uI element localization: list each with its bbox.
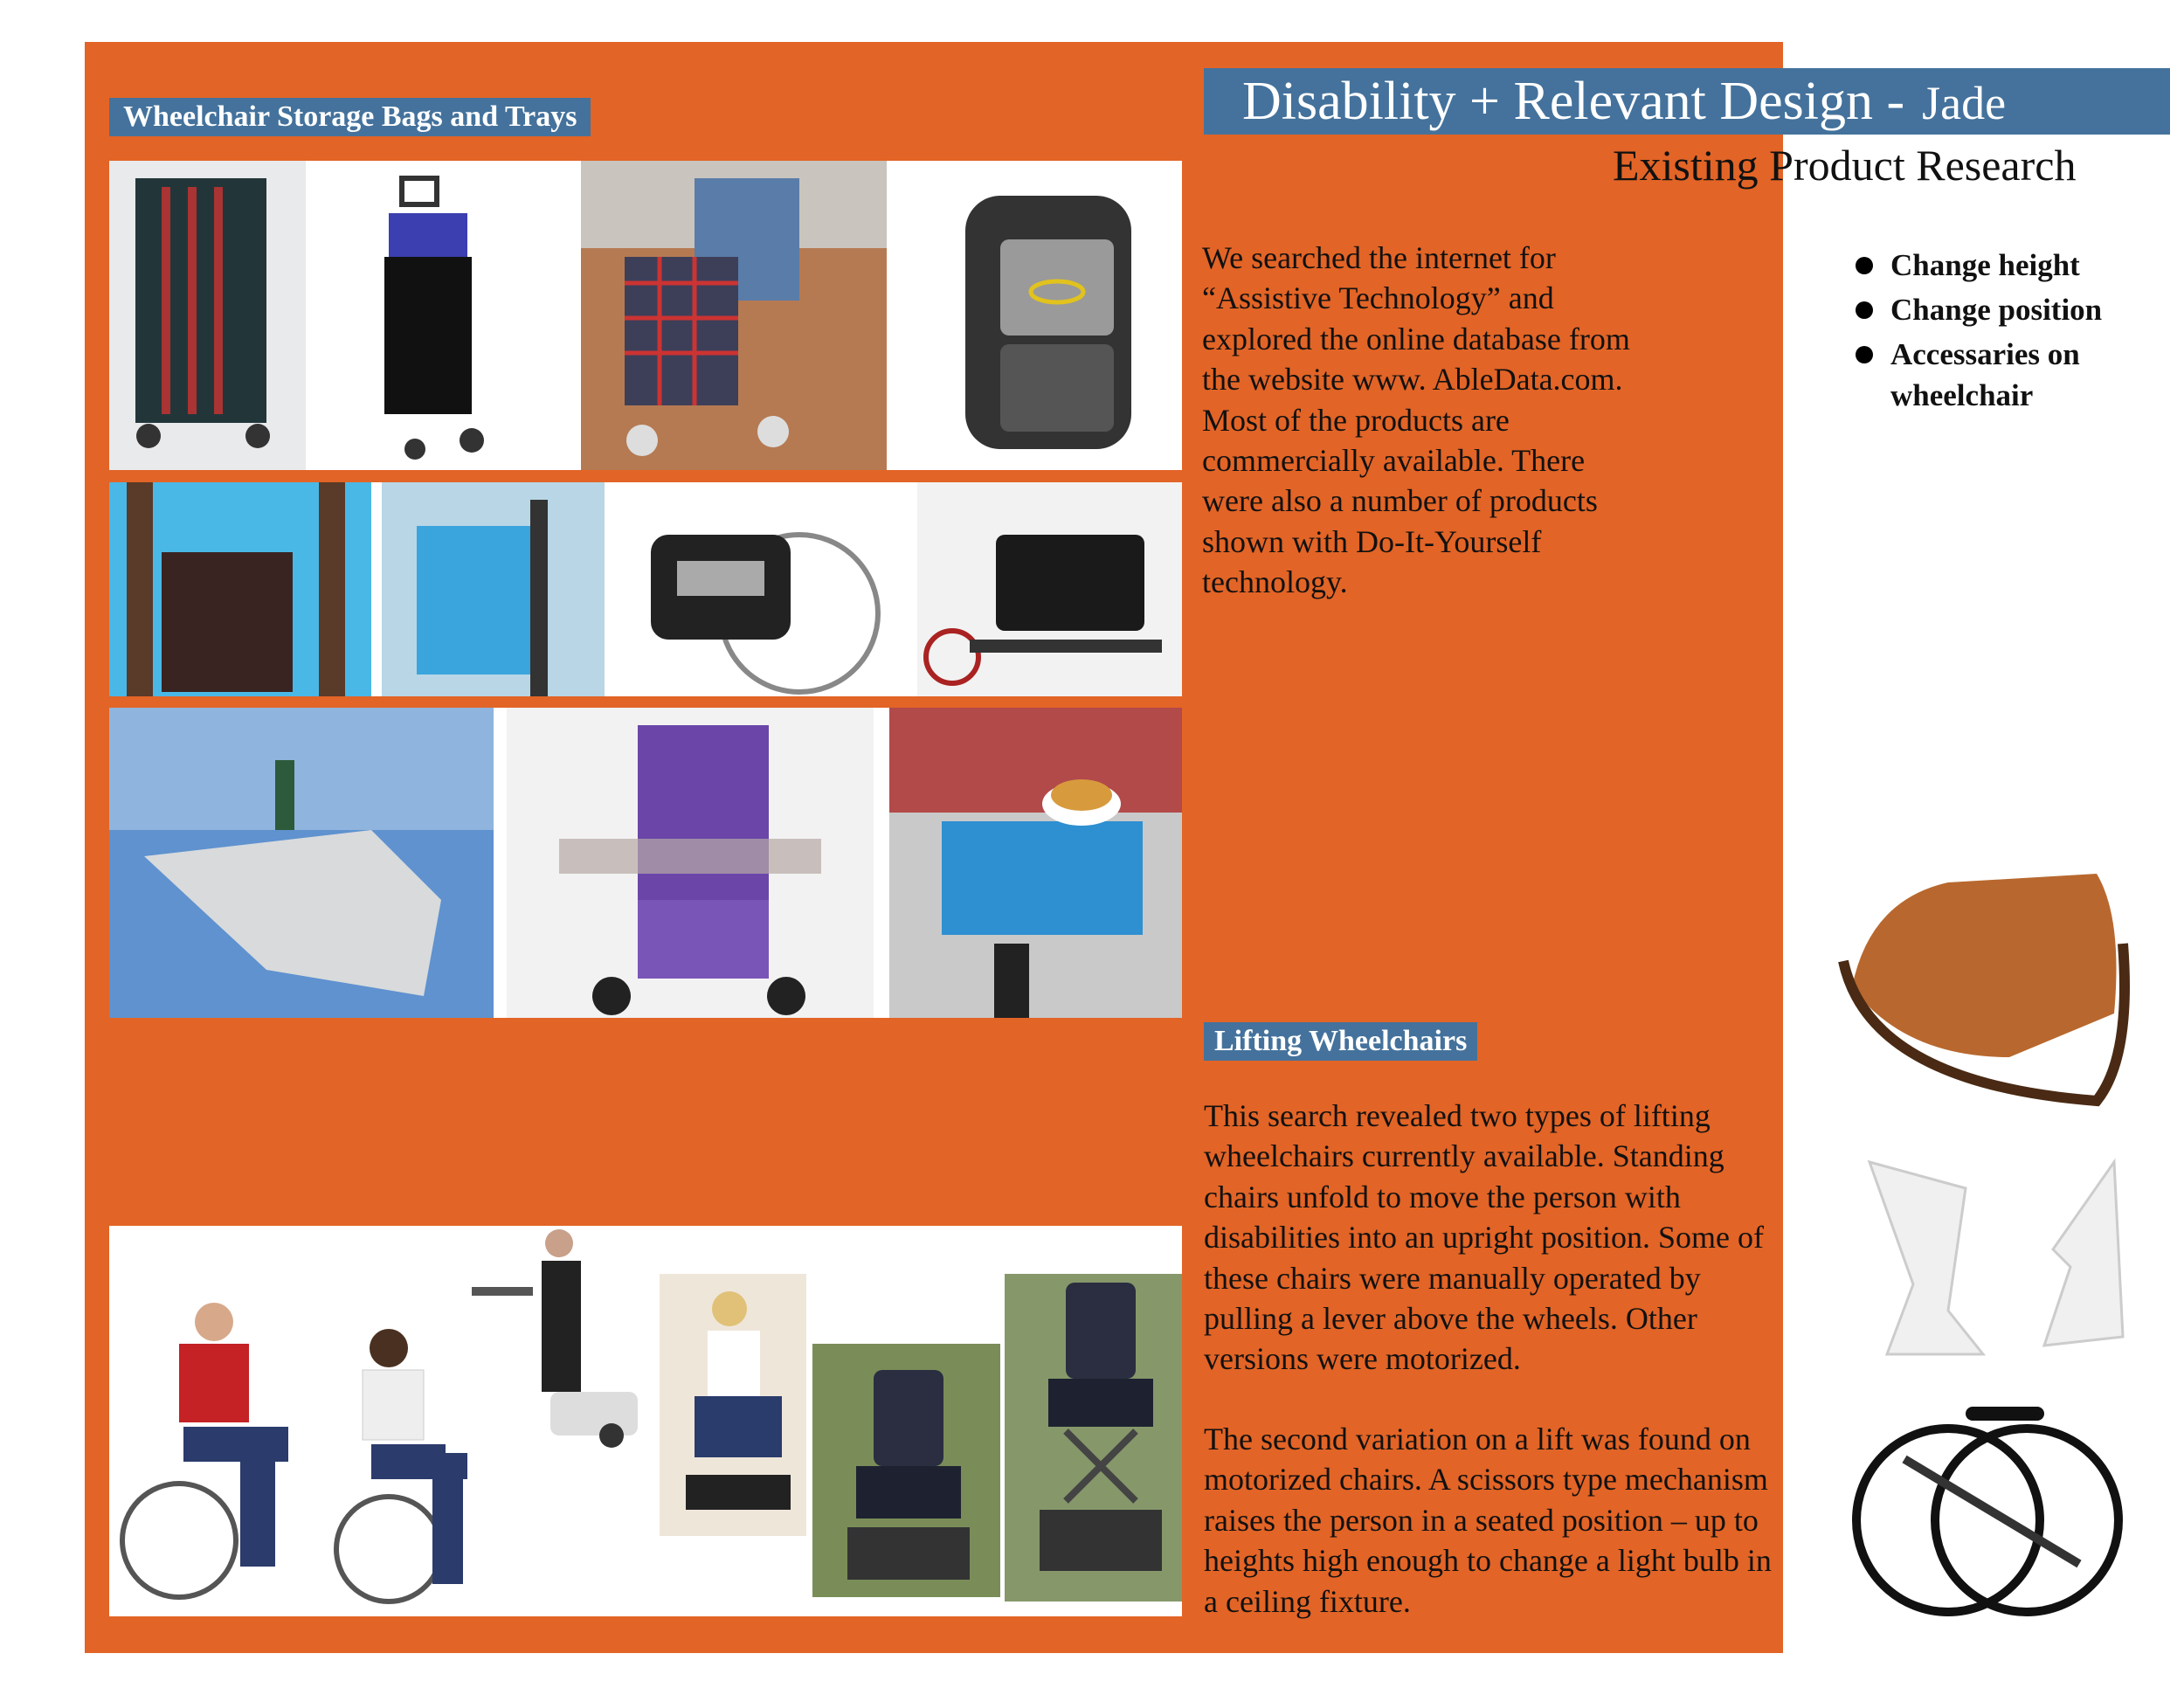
scissor-lift-chair-low-image bbox=[812, 1344, 1000, 1597]
wheelchair-side-pack-image bbox=[616, 482, 909, 696]
bullet-item: Change position bbox=[1852, 289, 2167, 330]
storage-photo-row-1 bbox=[109, 161, 1182, 470]
page-title: Disability + Relevant Design - bbox=[1242, 72, 1905, 131]
folding-cardboard-chairs-image bbox=[1835, 1153, 2149, 1372]
blue-snack-tray-image bbox=[889, 708, 1182, 1018]
lifting-paragraph-2: The second variation on a lift was found on motorized chairs. A scissors type mechanism raises the person in a seated position – up to heights high enough to change a light bulb in a ceiling fixture. bbox=[1204, 1422, 1772, 1619]
bullet-item: Change height bbox=[1852, 245, 2167, 286]
bullet-item: Accessaries on wheelchair bbox=[1852, 334, 2167, 416]
wheelchair-back-pouch-image bbox=[109, 482, 371, 696]
purple-stroller-tray-image bbox=[507, 708, 874, 1018]
shopping-cart-bag-image bbox=[354, 161, 502, 470]
lap-tray-image bbox=[109, 708, 494, 1018]
folding-bicycle-image bbox=[1835, 1389, 2149, 1625]
intro-paragraph: We searched the internet for “Assistive Technology” and explored the online database from the website www. AbleData.com. Most of the products are commercially available. There were also a number of products shown with Do-It-Yourself technology. bbox=[1202, 240, 1630, 600]
chair-back-bag-image bbox=[581, 161, 887, 470]
author-name: Jade bbox=[1922, 77, 2007, 129]
title-banner bbox=[1204, 68, 2170, 135]
storage-section-label: Wheelchair Storage Bags and Trays bbox=[109, 98, 591, 136]
storage-photo-row-2 bbox=[109, 482, 1182, 696]
backpack-image bbox=[904, 161, 1182, 470]
page-subtitle: Existing Product Research bbox=[1613, 141, 2077, 190]
blue-tote-bag-image bbox=[382, 482, 605, 696]
scissor-lift-chair-high-image bbox=[1005, 1274, 1182, 1602]
tray-photo-row bbox=[109, 708, 1182, 1018]
bullet-dot-icon bbox=[1856, 257, 1873, 274]
motorized-chair-woman-image bbox=[660, 1274, 806, 1536]
standing-wheelchair-man-image bbox=[118, 1296, 336, 1610]
lifting-section-label: Lifting Wheelchairs bbox=[1204, 1022, 1477, 1061]
lifting-wheelchair-photos bbox=[109, 1226, 1182, 1616]
bullet-dot-icon bbox=[1856, 301, 1873, 319]
storage-trolley-bag-image bbox=[109, 161, 306, 470]
wheelchair-briefcase-image bbox=[917, 482, 1182, 696]
bullet-dot-icon bbox=[1856, 346, 1873, 363]
motorized-standing-chair-image bbox=[446, 1226, 655, 1453]
feature-bullet-list bbox=[1852, 245, 2167, 419]
leather-messenger-bag-image bbox=[1835, 839, 2149, 1118]
lifting-paragraph-1: This search revealed two types of lifting wheelchairs currently available. Standing chairs unfold to move the person with disabilities into an upright position. Some of these chairs were manually operated by pulling a lever above the wheels. Other versions were motorized. bbox=[1204, 1098, 1764, 1377]
